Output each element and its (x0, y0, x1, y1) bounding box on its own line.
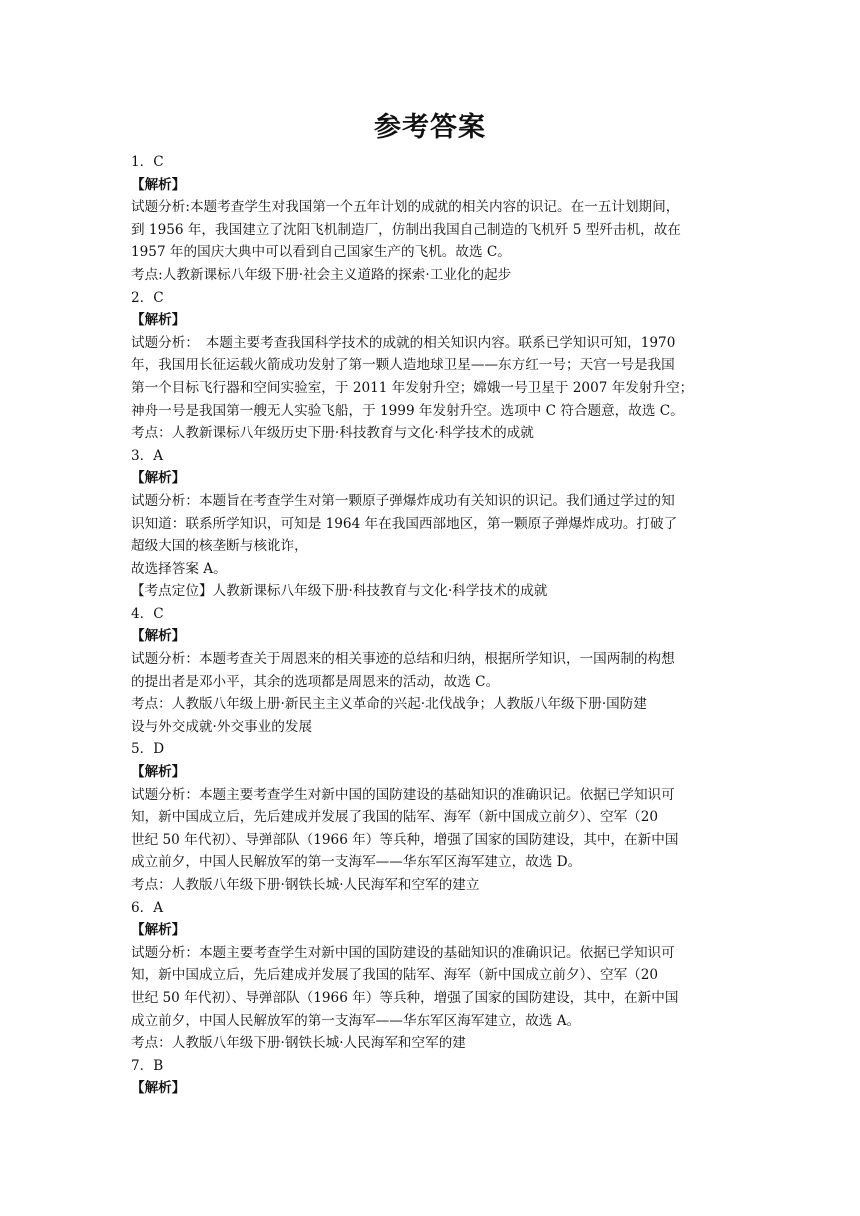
analysis-heading: 【解析】 (131, 470, 186, 487)
answer-number: 4．C (131, 605, 164, 622)
analysis-text: 成立前夕，中国人民解放军的第一支海军——华东军区海军建立，故选 D。 (131, 854, 582, 871)
analysis-text: 的提出者是邓小平，其余的选项都是周恩来的活动，故选 C。 (131, 673, 500, 690)
knowledge-point: 考点：人教版八年级上册·新民主主义革命的兴起·北伐战争；人教版八年级下册·国防建 (131, 696, 647, 713)
analysis-text: 1957 年的国庆大典中可以看到自己国家生产的飞机。故选 C。 (131, 244, 511, 261)
answer-number: 3．A (131, 447, 164, 464)
analysis-text: 故选择答案 A。 (131, 560, 227, 577)
answer-number: 2．C (131, 289, 164, 306)
answer-content (131, 151, 731, 1100)
analysis-heading: 【解析】 (131, 176, 186, 193)
analysis-text: 试题分析：本题考查关于周恩来的相关事迹的总结和归纳，根据所学知识，一国两制的构想 (131, 651, 675, 668)
analysis-text: 试题分析： 本题主要考查我国科学技术的成就的相关知识内容。联系已学知识可知，1970 (131, 334, 676, 351)
answer-number: 7．B (131, 1057, 164, 1074)
answer-number: 5．D (131, 741, 165, 758)
analysis-text: 神舟一号是我国第一艘无人实验飞船，于 1999 年发射升空。选项中 C 符合题意，故选 C。 (131, 402, 684, 419)
analysis-text: 试题分析：本题主要考查学生对新中国的国防建设的基础知识的准确识记。依据已学知识可 (131, 786, 675, 803)
analysis-text: 到 1956 年，我国建立了沈阳飞机制造厂，仿制出我国自己制造的飞机歼 5 型歼击机，故在 (131, 221, 681, 238)
analysis-text: 试题分析：本题主要考查学生对新中国的国防建设的基础知识的准确识记。依据已学知识可 (131, 944, 675, 961)
analysis-text: 成立前夕，中国人民解放军的第一支海军——华东军区海军建立，故选 A。 (131, 1012, 581, 1029)
analysis-text: 识知道：联系所学知识，可知是 1964 年在我国西部地区，第一颗原子弹爆炸成功。打破了 (131, 515, 678, 532)
analysis-text: 知，新中国成立后，先后建成并发展了我国的陆军、海军（新中国成立前夕）、空军（20 (131, 809, 659, 826)
answer-number: 6．A (131, 899, 164, 916)
analysis-text: 年，我国用长征运载火箭成功发射了第一颗人造地球卫星——东方红一号；天宫一号是我国 (131, 357, 675, 374)
analysis-text: 超级大国的核垄断与核讹诈， (131, 538, 308, 555)
analysis-text: 第一个目标飞行器和空间实验室，于 2011 年发射升空；嫦娥一号卫星于 2007 年发射升空； (131, 379, 694, 396)
knowledge-point: 设与外交成就·外交事业的发展 (131, 718, 313, 735)
analysis-heading: 【解析】 (131, 628, 186, 645)
analysis-text: 试题分析:本题考查学生对我国第一个五年计划的成就的相关内容的识记。在一五计划期间， (131, 199, 680, 216)
page-title: 参考答案 (374, 112, 486, 143)
knowledge-point: 考点：人教新课标八年级历史下册·科技教育与文化·科学技术的成就 (131, 425, 534, 442)
knowledge-point: 考点：人教版八年级下册·钢铁长城·人民海军和空军的建 (131, 1035, 466, 1052)
answer-number: 1．C (131, 154, 164, 170)
knowledge-point: 考点:人教新课标八年级下册·社会主义道路的探索·工业化的起步 (131, 266, 512, 283)
analysis-heading: 【解析】 (131, 1080, 186, 1097)
knowledge-point: 【考点定位】人教新课标八年级下册·科技教育与文化·科学技术的成就 (131, 583, 548, 600)
knowledge-point: 考点：人教版八年级下册·钢铁长城·人民海军和空军的建立 (131, 877, 480, 893)
analysis-heading: 【解析】 (131, 764, 186, 781)
analysis-text: 知，新中国成立后，先后建成并发展了我国的陆军、海军（新中国成立前夕）、空军（20 (131, 967, 659, 984)
analysis-text: 世纪 50 年代初）、导弹部队（1966 年）等兵种，增强了国家的国防建设，其中，在新中国 (131, 831, 679, 848)
analysis-heading: 【解析】 (131, 922, 186, 939)
analysis-heading: 【解析】 (131, 312, 186, 329)
analysis-text: 世纪 50 年代初）、导弹部队（1966 年）等兵种，增强了国家的国防建设，其中，在新中国 (131, 989, 679, 1006)
analysis-text: 试题分析：本题旨在考查学生对第一颗原子弹爆炸成功有关知识的识记。我们通过学过的知 (131, 492, 675, 509)
